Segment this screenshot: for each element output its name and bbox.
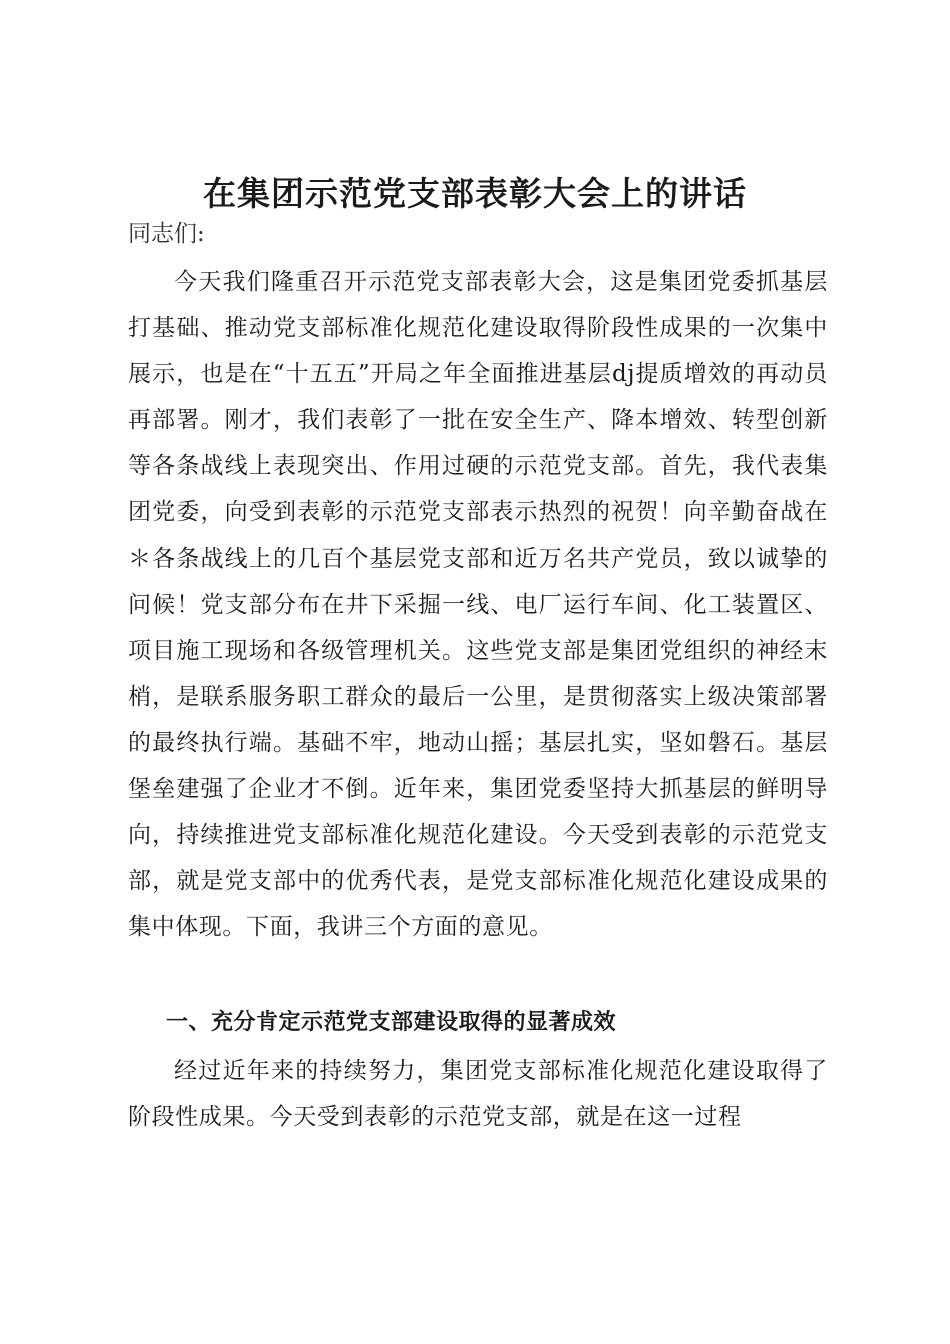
body-paragraph-2: 经过近年来的持续努力，集团党支部标准化规范化建设取得了阶段性成果。今天受到表彰的示范党支部，就是在这一过程 — [128, 1058, 828, 1131]
document-title: 在集团示范党支部表彰大会上的讲话 — [203, 174, 747, 213]
body-paragraph-1: 今天我们隆重召开示范党支部表彰大会，这是集团党委抓基层打基础、推动党支部标准化规范化建设取得阶段性成果的一次集中展示，也是在“十五五”开局之年全面推进基层dj提质增效的再动员再部署。刚才，我们表彰了一批在安全生产、降本增效、转型创新等各条战线上表现突出、作用过硬的示范党支部。首先，我代表集团党委，向受到表彰的示范党支部表示热烈的祝贺！向辛勤奋战在＊各条战线上的几百个基层党支部和近万名共产党员，致以诚挚的问候！党支部分布在井下采掘一线、电厂运行车间、化工装置区、项目施工现场和各级管理机关。这些党支部是集团党组织的神经末梢，是联系服务职工群众的最后一公里，是贯彻落实上级决策部署的最终执行端。基础不牢，地动山摇；基层扎实，坚如磐石。基层堡垒建强了企业才不倒。近年来，集团党委坚持大抓基层的鲜明导向，持续推进党支部标准化规范化建设。今天受到表彰的示范党支部，就是党支部中的优秀代表，是党支部标准化规范化建设成果的集中体现。下面，我讲三个方面的意见。 — [128, 269, 828, 941]
section-heading-1: 一、充分肯定示范党支部建设取得的显著成效 — [166, 1010, 617, 1035]
salutation: 同志们: — [128, 221, 205, 247]
